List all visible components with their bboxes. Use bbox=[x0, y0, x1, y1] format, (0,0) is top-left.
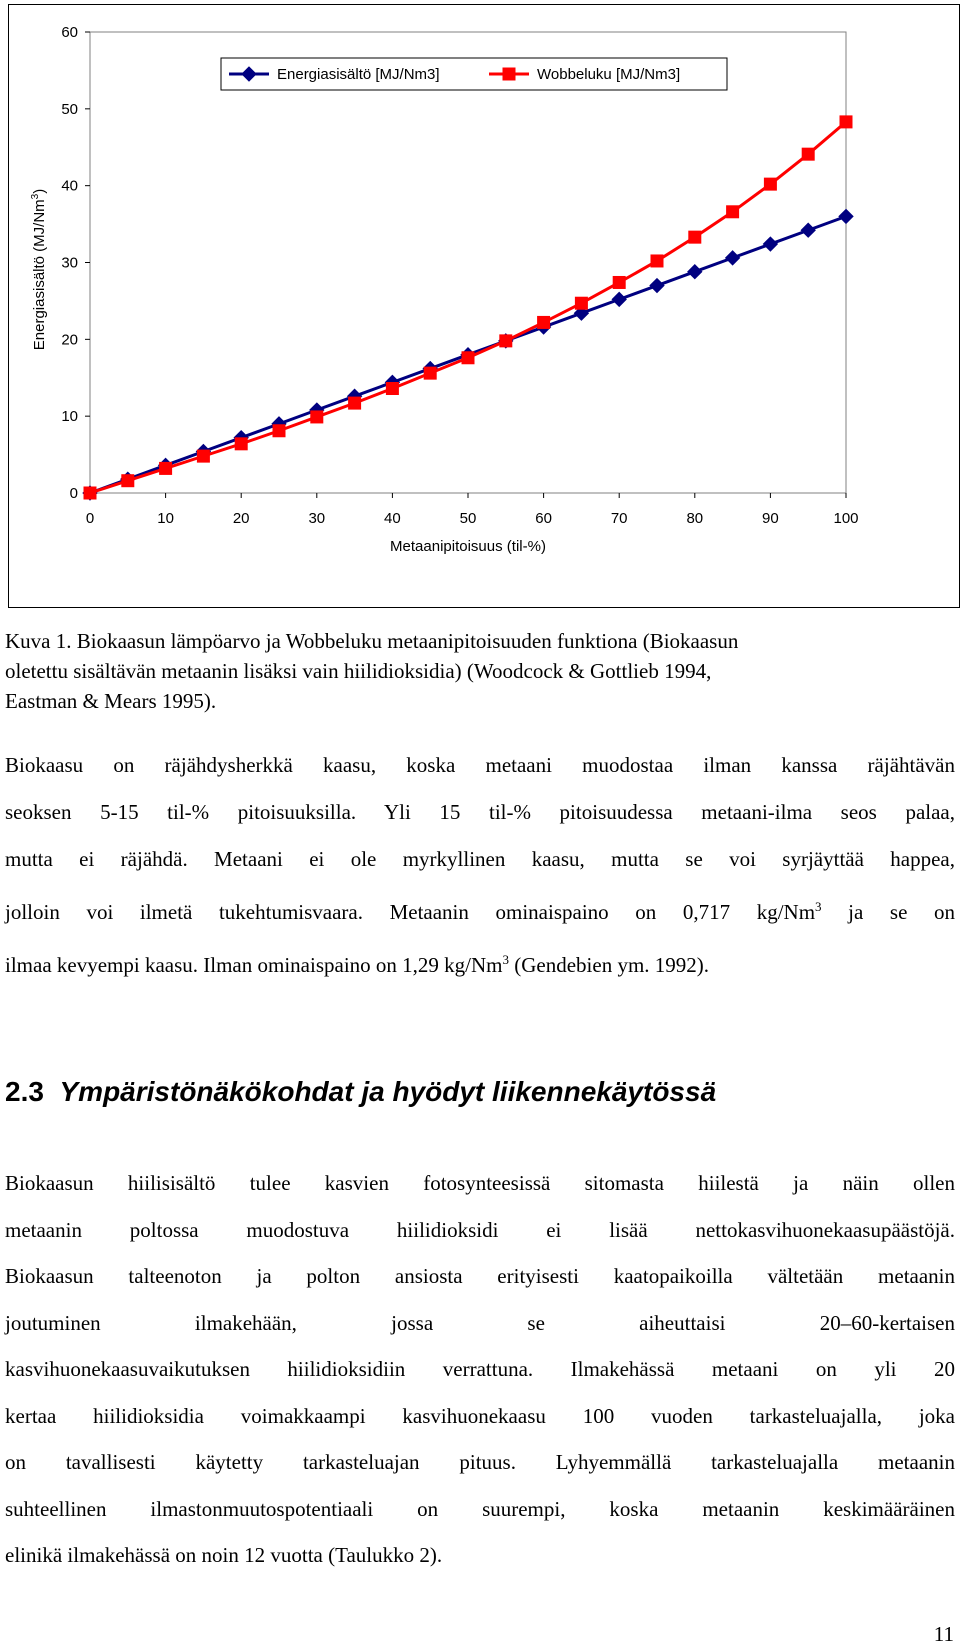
data-point-0 bbox=[801, 223, 815, 237]
data-point-0 bbox=[763, 237, 777, 251]
paragraph-explosive bbox=[5, 742, 955, 989]
x-tick-label: 60 bbox=[535, 510, 552, 527]
data-point-1 bbox=[613, 276, 625, 288]
text-run: jolloin voi ilmetä tukehtumisvaara. Metaanin ominaispaino on 0,717 kg/Nm bbox=[5, 900, 816, 924]
paragraph-line: Biokaasu on räjähdysherkkä kaasu, koska metaani muodostaa ilman kanssa räjähtävän bbox=[5, 753, 955, 777]
data-point-1 bbox=[500, 335, 512, 347]
y-axis-title bbox=[30, 189, 48, 350]
data-point-1 bbox=[273, 425, 285, 437]
data-point-1 bbox=[727, 206, 739, 218]
legend-marker bbox=[503, 68, 515, 80]
data-point-0 bbox=[839, 209, 853, 223]
data-point-1 bbox=[538, 316, 550, 328]
data-point-0 bbox=[688, 265, 702, 279]
paragraph-line: Biokaasun hiilisisältö tulee kasvien fotosynteesissä sitomasta hiilestä ja näin ollen bbox=[5, 1171, 955, 1195]
paragraph-line: joutuminen ilmakehään, jossa se aiheuttaisi 20–60-kertaisen bbox=[5, 1310, 955, 1335]
x-tick-label: 70 bbox=[610, 510, 628, 527]
paragraph-line: Biokaasun talteenoton ja polton ansiosta erityisesti kaatopaikoilla vältetään metaanin bbox=[5, 1264, 955, 1288]
page-number: 11 bbox=[933, 1622, 954, 1646]
data-point-1 bbox=[235, 438, 247, 450]
data-point-1 bbox=[197, 450, 209, 462]
x-tick-label: 30 bbox=[308, 510, 326, 527]
legend-label: Wobbeluku [MJ/Nm3] bbox=[537, 66, 681, 83]
data-point-1 bbox=[802, 148, 814, 160]
data-point-0 bbox=[726, 251, 740, 265]
data-point-1 bbox=[122, 475, 134, 487]
y-tick-label: 0 bbox=[69, 485, 78, 502]
x-tick-label: 10 bbox=[157, 510, 174, 527]
data-point-1 bbox=[160, 462, 172, 474]
paragraph-line: mutta ei räjähdä. Metaani ei ole myrkyllinen kaasu, mutta se voi syrjäyttää happea, bbox=[5, 847, 955, 871]
data-point-1 bbox=[651, 255, 663, 267]
paragraph-line bbox=[5, 936, 955, 989]
caption-line: Kuva 1. Biokaasun lämpöarvo ja Wobbeluku metaanipitoisuuden funktiona (Biokaasun bbox=[5, 629, 739, 653]
section-heading bbox=[5, 1076, 716, 1108]
paragraph-line: on tavallisesti käytetty tarkasteluajan pituus. Lyhyemmällä tarkasteluajalla metaanin bbox=[5, 1450, 955, 1474]
data-point-1 bbox=[84, 487, 96, 499]
y-axis-title-superscript: 3 bbox=[30, 193, 41, 200]
section-number: 2.3 bbox=[5, 1076, 44, 1107]
chart-frame bbox=[8, 4, 960, 608]
data-point-1 bbox=[840, 116, 852, 128]
paragraph-environment bbox=[5, 1160, 955, 1579]
data-point-1 bbox=[386, 383, 398, 395]
y-axis-title-text: Energiasisältö (MJ/Nm bbox=[31, 199, 48, 351]
y-tick-label: 30 bbox=[61, 254, 78, 272]
paragraph-line: suhteellinen ilmastonmuutospotentiaali on suurempi, koska metaanin keskimääräinen bbox=[5, 1496, 955, 1521]
y-tick-label: 50 bbox=[61, 100, 78, 118]
paragraph-line: metaanin poltossa muodostuva hiilidioksidi ei lisää nettokasvihuonekaasupäästöjä. bbox=[5, 1217, 955, 1242]
series-line-1 bbox=[90, 122, 846, 493]
y-tick-label: 60 bbox=[61, 24, 78, 41]
text-run: ilmaa kevyempi kaasu. Ilman ominaispaino on 1,29 kg/Nm bbox=[5, 953, 503, 977]
x-axis-title: Metaanipitoisuus (til-%) bbox=[390, 538, 546, 555]
caption-line: oletettu sisältävän metaanin lisäksi vain hiilidioksidia) (Woodcock & Gottlieb 1994, bbox=[5, 659, 712, 683]
superscript: 3 bbox=[815, 899, 822, 914]
data-point-1 bbox=[311, 411, 323, 423]
paragraph-line bbox=[5, 883, 955, 936]
text-run: ja se on bbox=[821, 900, 955, 924]
section-title: Ympäristönäkökohdat ja hyödyt liikennekäytössä bbox=[59, 1076, 717, 1107]
figure-caption bbox=[5, 626, 955, 716]
paragraph-line: elinikä ilmakehässä on noin 12 vuotta (Taulukko 2). bbox=[5, 1543, 443, 1567]
data-point-1 bbox=[462, 352, 474, 364]
x-tick-label: 50 bbox=[459, 510, 477, 527]
text-run: (Gendebien ym. 1992). bbox=[509, 953, 710, 977]
data-point-1 bbox=[575, 297, 587, 309]
x-tick-label: 20 bbox=[232, 510, 250, 527]
caption-line: Eastman & Mears 1995). bbox=[5, 689, 217, 713]
superscript: 3 bbox=[502, 952, 509, 967]
y-tick-label: 10 bbox=[61, 408, 78, 426]
x-tick-label: 100 bbox=[833, 510, 859, 527]
data-point-0 bbox=[650, 279, 664, 293]
data-point-1 bbox=[349, 397, 361, 409]
x-tick-label: 80 bbox=[686, 510, 704, 527]
y-axis-title-text: ) bbox=[31, 188, 48, 194]
paragraph-line: kasvihuonekaasuvaikutuksen hiilidioksidiin verrattuna. Ilmakehässä metaani on yli 20 bbox=[5, 1357, 955, 1381]
data-point-1 bbox=[424, 367, 436, 379]
y-tick-label: 40 bbox=[61, 177, 78, 195]
x-tick-label: 90 bbox=[762, 510, 779, 527]
chart bbox=[9, 5, 959, 607]
x-tick-label: 0 bbox=[85, 510, 95, 527]
data-point-1 bbox=[764, 178, 776, 190]
y-tick-label: 20 bbox=[61, 331, 78, 349]
data-point-0 bbox=[612, 292, 626, 306]
paragraph-line: seoksen 5-15 til-% pitoisuuksilla. Yli 15 til-% pitoisuudessa metaani-ilma seos palaa, bbox=[5, 800, 955, 824]
x-tick-label: 40 bbox=[384, 510, 401, 527]
data-point-1 bbox=[689, 231, 701, 243]
legend-label: Energiasisältö [MJ/Nm3] bbox=[277, 66, 440, 83]
paragraph-line: kertaa hiilidioksidia voimakkaampi kasvihuonekaasu 100 vuoden tarkasteluajalla, joka bbox=[5, 1403, 955, 1428]
